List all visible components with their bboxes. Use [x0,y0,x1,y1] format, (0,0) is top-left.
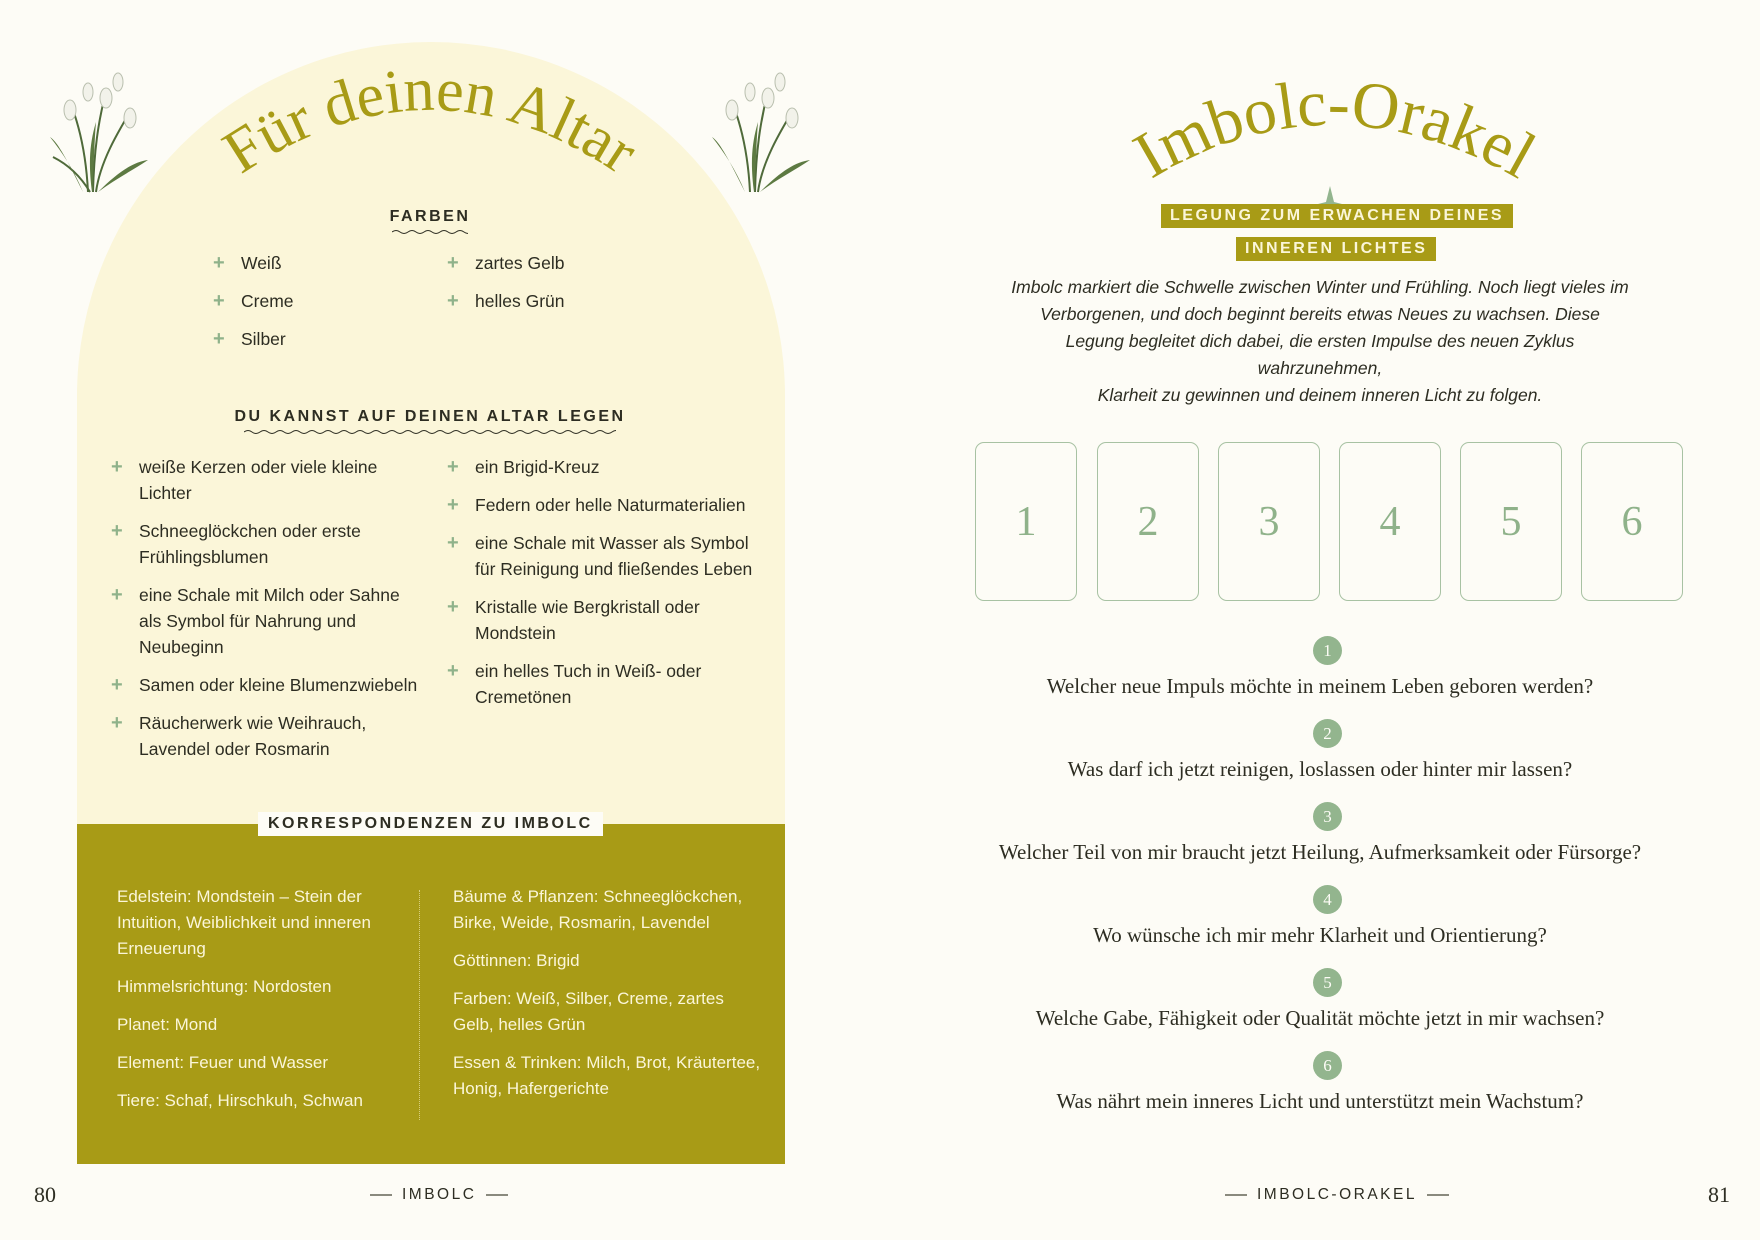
correspondence-entry: Edelstein: Mondstein – Stein der Intuition, Weiblichkeit und inneren Erneuerung [117,887,371,958]
question-2: Was darf ich jetzt reinigen, loslassen oder hinter mir lassen? [1067,757,1573,781]
correspondences-col1 [117,884,407,1126]
question-number-6: 6 [1313,1051,1342,1080]
list-item: + Schneeglöckchen oder erste Frühlingsblumen [111,520,361,567]
question-number-4: 4 [1313,885,1342,914]
page-number-left: 80 [34,1182,56,1207]
svg-text:Für deinen Altar [212,56,649,187]
dash-ornament [370,1194,392,1196]
altar-title-text: Für deinen Altar [211,55,649,187]
correspondence-entry: Himmelsrichtung: Nordosten [117,977,332,996]
card-slot-1: 1 [975,442,1077,601]
list-item: + Weiß [213,252,282,274]
list-item: + weiße Kerzen oder viele kleine Lichter [111,456,378,503]
correspondence-entry: Planet: Mond [117,1015,218,1034]
list-item: + Creme [213,290,294,312]
question-number-2: 2 [1313,719,1342,748]
question-6: Was nährt mein inneres Licht und unterstützt mein Wachstum? [1056,1089,1584,1113]
list-item: + Silber [213,328,286,350]
intro-paragraph: Imbolc markiert die Schwelle zwischen Winter und Frühling. Noch liegt vieles im Verborgenen, und doch beginnt bereits etwas Neues zu wachsen. Diese Legung begleitet dich dabei, die ersten Impulse des neuen Zyklus wahrzunehmen, Klarheit zu gewinnen und deinem inneren Licht zu folgen. [1011,277,1629,405]
snowdrop-illustration-right [710,52,820,202]
card-slot-3: 3 [1218,442,1320,601]
card-slot-4: 4 [1339,442,1441,601]
right-page [880,0,1760,1240]
snowdrop-illustration-left [48,52,158,202]
correspondence-entry: Bäume & Pflanzen: Schneeglöckchen, Birke, Weide, Rosmarin, Lavendel [453,887,743,932]
farben-list-col2 [447,250,565,326]
correspondences-heading: KORRESPONDENZEN ZU IMBOLC [258,812,603,836]
wave-underline [392,229,468,235]
question-1: Welcher neue Impuls möchte in meinem Leben geboren werden? [1046,674,1594,698]
farben-heading: FARBEN [360,208,500,235]
correspondence-entry: Element: Feuer und Wasser [117,1053,329,1072]
list-item: + ein Brigid-Kreuz [447,456,600,478]
subtitle-band-2: INNEREN LICHTES [1236,237,1436,261]
subtitle-band-1: LEGUNG ZUM ERWACHEN DEINES [1161,204,1513,228]
list-item: + Samen oder kleine Blumenzwiebeln [111,674,418,696]
correspondences-col2 [453,884,783,1114]
question-3: Welcher Teil von mir braucht jetzt Heilung, Aufmerksamkeit oder Fürsorge? [998,840,1642,864]
correspondence-entry: Essen & Trinken: Milch, Brot, Kräutertee, Honig, Hafergerichte [453,1053,761,1098]
list-item: + eine Schale mit Wasser als Symbol für Reinigung und fließendes Leben [447,532,753,579]
farben-list-col1 [213,250,294,364]
list-item: + zartes Gelb [447,252,565,274]
list-item: + helles Grün [447,290,565,312]
correspondence-entry: Tiere: Schaf, Hirschkuh, Schwan [117,1091,363,1110]
question-4: Wo wünsche ich mir mehr Klarheit und Orientierung? [1093,923,1547,947]
orakel-title-text: Imbolc-Orakel [1122,66,1548,193]
list-item: + Räucherwerk wie Weihrauch, Lavendel oder Rosmarin [111,712,367,759]
orakel-title [1020,40,1640,230]
list-item: + ein helles Tuch in Weiß- oder Cremetönen [447,660,702,707]
altar-list-col1 [111,454,421,774]
dash-ornament [1225,1194,1247,1196]
wave-underline [244,429,616,435]
altar-heading: DU KANNST AUF DEINEN ALTAR LEGEN [200,408,660,435]
running-head-right: IMBOLC-ORAKEL [1215,1186,1459,1204]
svg-text:Imbolc-Orakel [1122,67,1547,193]
card-slot-2: 2 [1097,442,1199,601]
page-number-right: 81 [1708,1182,1730,1207]
dash-ornament [486,1194,508,1196]
question-number-1: 1 [1313,636,1342,665]
card-slot-5: 5 [1460,442,1562,601]
correspondence-entry: Farben: Weiß, Silber, Creme, zartes Gelb, helles Grün [453,989,724,1034]
altar-list-col2 [447,454,777,722]
column-divider [419,890,420,1120]
list-item: + Federn oder helle Naturmaterialien [447,494,746,516]
card-slot-6: 6 [1581,442,1683,601]
question-number-5: 5 [1313,968,1342,997]
question-5: Welche Gabe, Fähigkeit oder Qualität möchte jetzt in mir wachsen? [1035,1006,1605,1030]
list-item: + Kristalle wie Bergkristall oder Mondstein [447,596,700,643]
running-head-left: IMBOLC [360,1186,518,1204]
altar-title [170,40,690,220]
dash-ornament [1427,1194,1449,1196]
list-item: + eine Schale mit Milch oder Sahne als Symbol für Nahrung und Neubeginn [111,584,400,657]
correspondence-entry: Göttinnen: Brigid [453,951,580,970]
question-number-3: 3 [1313,802,1342,831]
